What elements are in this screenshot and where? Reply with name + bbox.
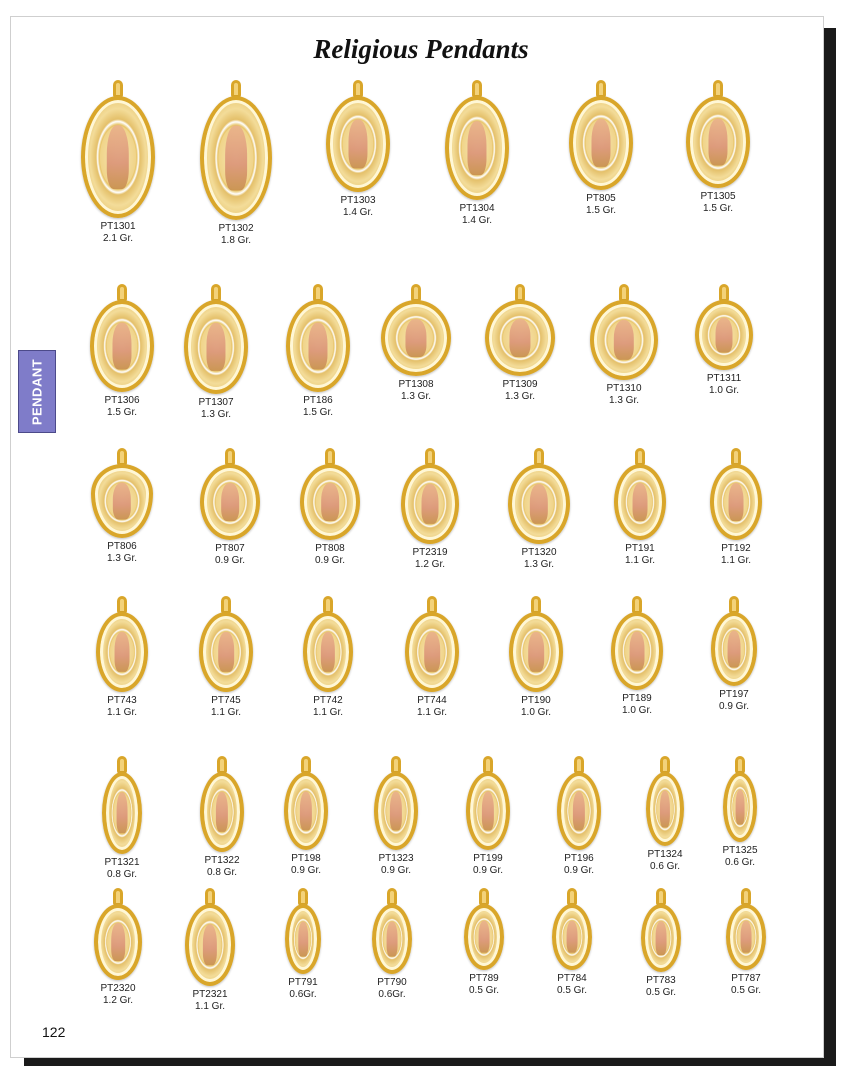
pendant-image (726, 888, 766, 970)
pendant-medal (508, 464, 570, 544)
pendant-weight: 1.3 Gr. (106, 553, 137, 564)
pendant-medal (81, 96, 155, 218)
pendant-figure (660, 791, 670, 828)
pendant-weight: 1.8 Gr. (220, 235, 251, 246)
pendant-figure (221, 483, 239, 521)
pendant-figure (111, 923, 125, 961)
pendant-figure (117, 792, 128, 833)
pendant-medal (445, 96, 509, 200)
pendant-medal (590, 300, 658, 380)
pendant-medal (710, 464, 762, 540)
pendant-image (300, 448, 360, 540)
pendant-figure (630, 631, 645, 670)
pendant-figure (203, 924, 217, 965)
pendant-weight: 0.9 Gr. (563, 865, 594, 876)
pendant-figure (424, 632, 440, 672)
pendant-medal (90, 300, 154, 392)
pendant-medal (646, 772, 684, 846)
pendant-image (285, 888, 321, 974)
pendant-code: PT189 (622, 693, 652, 704)
pendant-weight: 1.1 Gr. (210, 707, 241, 718)
pendant-image (508, 448, 570, 544)
pendant-image (374, 756, 418, 850)
pendant-item[interactable] (674, 284, 774, 397)
pendant-image (96, 596, 148, 692)
pendant-medal (372, 904, 412, 974)
pendant-item[interactable] (434, 888, 534, 997)
pendant-figure (708, 118, 727, 165)
pendant-image (184, 284, 248, 394)
pendant-figure (528, 632, 544, 672)
pendant-figure (482, 791, 494, 830)
pendant-medal (286, 300, 350, 392)
pendant-image (569, 80, 633, 190)
pendant-figure (567, 921, 578, 953)
pendant-weight: 1.1 Gr. (194, 1001, 225, 1012)
pendant-figure (741, 921, 752, 953)
pendant-code: PT186 (303, 395, 333, 406)
pendant-weight: 1.3 Gr. (400, 391, 431, 402)
pendant-item[interactable] (72, 596, 172, 719)
pendant-item[interactable] (166, 284, 266, 421)
pendant-code: PT191 (625, 543, 655, 554)
pendant-code: PT1308 (398, 379, 434, 390)
pendant-figure (113, 483, 131, 520)
pendant-image (200, 756, 244, 852)
pendant-medal (91, 464, 153, 538)
pendant-medal (405, 612, 459, 692)
pendant-code: PT190 (521, 695, 551, 706)
pendant-image (200, 80, 272, 220)
pendant-medal (686, 96, 750, 188)
pendant-medal (303, 612, 353, 692)
pendant-figure (573, 791, 585, 830)
pendant-code: PT808 (315, 543, 345, 554)
pendant-weight: 1.1 Gr. (416, 707, 447, 718)
pendant-image (303, 596, 353, 692)
pendant-figure (728, 631, 741, 668)
pendant-item[interactable] (72, 756, 172, 881)
pendant-item[interactable] (427, 80, 527, 227)
pendant-weight: 0.6Gr. (289, 989, 317, 1000)
pendant-weight: 0.5 Gr. (468, 985, 499, 996)
pendant-medal (300, 464, 360, 540)
pendant-item[interactable] (574, 284, 674, 407)
pendant-image (200, 448, 260, 540)
pendant-code: PT1304 (459, 203, 495, 214)
pendant-code: PT196 (564, 853, 594, 864)
pendant-image (91, 448, 153, 538)
pendant-code: PT787 (731, 973, 761, 984)
pendant-medal (695, 300, 753, 370)
pendant-item[interactable] (470, 284, 570, 403)
pendant-item[interactable] (366, 284, 466, 403)
pendant-medal (726, 904, 766, 970)
pendant-weight: 1.1 Gr. (720, 555, 751, 566)
pendant-image (94, 888, 142, 980)
pendant-image (445, 80, 509, 200)
pendant-weight: 1.1 Gr. (312, 707, 343, 718)
pendant-item[interactable] (180, 448, 280, 567)
page-title: Religious Pendants (313, 34, 529, 64)
pendant-item[interactable] (684, 596, 784, 713)
pendant-code: PT1322 (204, 855, 240, 866)
pendant-weight: 0.9 Gr. (314, 555, 345, 566)
pendant-code: PT745 (211, 695, 241, 706)
pendant-weight: 0.8 Gr. (206, 867, 237, 878)
pendant-medal (285, 904, 321, 974)
pendant-image (286, 284, 350, 392)
pendant-weight: 0.9 Gr. (380, 865, 411, 876)
pendant-item[interactable] (438, 756, 538, 877)
pendant-weight: 0.6 Gr. (649, 861, 680, 872)
pendant-figure (736, 790, 745, 825)
pendant-figure (405, 319, 426, 357)
pendant-code: PT1309 (502, 379, 538, 390)
pendant-item[interactable] (590, 448, 690, 567)
pendant-item[interactable] (696, 888, 796, 997)
pendant-item[interactable] (346, 756, 446, 877)
pendant-figure (216, 792, 228, 832)
pendant-figure (308, 322, 327, 369)
pendant-figure (300, 791, 312, 830)
pendant-figure (509, 319, 530, 357)
pendant-medal (641, 904, 681, 972)
pendant-code: PT784 (557, 973, 587, 984)
pendant-medal (200, 772, 244, 852)
pendant-code: PT1325 (722, 845, 758, 856)
pendant-medal (326, 96, 390, 192)
pendant-item[interactable] (186, 80, 286, 247)
pendant-image (485, 284, 555, 376)
pendant-code: PT1302 (218, 223, 254, 234)
pendant-item[interactable] (382, 596, 482, 719)
pendant-item[interactable] (489, 448, 589, 571)
pendant-figure (387, 922, 398, 957)
pendant-item[interactable] (668, 80, 768, 215)
pendant-image (90, 284, 154, 392)
pendant-code: PT791 (288, 977, 318, 988)
pendant-weight: 1.1 Gr. (106, 707, 137, 718)
pendant-code: PT1305 (700, 191, 736, 202)
pendant-item[interactable] (68, 80, 168, 245)
pendant-image (199, 596, 253, 692)
pendant-item[interactable] (268, 284, 368, 419)
pendant-medal (94, 904, 142, 980)
pendant-image (466, 756, 510, 850)
pendant-weight: 0.9 Gr. (472, 865, 503, 876)
pendant-image (695, 284, 753, 370)
pendant-item[interactable] (72, 448, 172, 565)
pendant-item[interactable] (587, 596, 687, 717)
pendant-weight: 1.0 Gr. (621, 705, 652, 716)
pendant-figure (716, 318, 733, 353)
pendant-code: PT1303 (340, 195, 376, 206)
pendant-medal (374, 772, 418, 850)
pendant-figure (206, 323, 225, 371)
pendant-item[interactable] (690, 756, 790, 869)
pendant-figure (467, 121, 486, 175)
pendant-medal (552, 904, 592, 970)
pendant-code: PT198 (291, 853, 321, 864)
pendant-medal (723, 772, 757, 842)
pendant-weight: 1.0 Gr. (708, 385, 739, 396)
pendant-medal (184, 300, 248, 394)
pendant-figure (218, 632, 234, 672)
pendant-image (102, 756, 142, 854)
pendant-weight: 0.5 Gr. (645, 987, 676, 998)
pendant-code: PT1323 (378, 853, 414, 864)
pendant-figure (321, 632, 335, 672)
pendant-image (464, 888, 504, 970)
pendant-code: PT1307 (198, 397, 234, 408)
pendant-code: PT805 (586, 193, 616, 204)
pendant-weight: 1.3 Gr. (523, 559, 554, 570)
pendant-image (552, 888, 592, 970)
pendant-weight: 0.6Gr. (378, 989, 406, 1000)
pendant-image (284, 756, 328, 850)
pendant-item[interactable] (308, 80, 408, 219)
pendant-code: PT2320 (100, 983, 136, 994)
pendant-item[interactable] (280, 448, 380, 567)
pendant-weight: 1.1 Gr. (624, 555, 655, 566)
pendant-figure (390, 791, 402, 830)
pendant-medal (401, 464, 459, 544)
pendant-weight: 1.4 Gr. (342, 207, 373, 218)
pendant-code: PT1321 (104, 857, 140, 868)
pendant-weight: 1.5 Gr. (702, 203, 733, 214)
pendant-medal (485, 300, 555, 376)
pendant-weight: 0.5 Gr. (730, 985, 761, 996)
pendant-image (81, 80, 155, 218)
pendant-weight: 1.5 Gr. (302, 407, 333, 418)
pendant-weight: 1.5 Gr. (106, 407, 137, 418)
pendant-weight: 0.9 Gr. (214, 555, 245, 566)
pendant-item[interactable] (380, 448, 480, 571)
pendant-item[interactable] (551, 80, 651, 217)
pendant-code: PT807 (215, 543, 245, 554)
pendant-medal (464, 904, 504, 970)
pendant-medal (466, 772, 510, 850)
pendant-figure (321, 483, 339, 521)
pendant-figure (591, 119, 610, 167)
pendant-image (641, 888, 681, 972)
pendant-image (405, 596, 459, 692)
pendant-code: PT1311 (706, 373, 742, 384)
pendant-image (557, 756, 601, 850)
pendant-figure (530, 484, 548, 524)
pendant-weight: 0.9 Gr. (290, 865, 321, 876)
pendant-weight: 1.5 Gr. (585, 205, 616, 216)
pendant-code: PT744 (417, 695, 447, 706)
pendant-medal (711, 612, 757, 686)
pendant-item[interactable] (686, 448, 786, 567)
pendant-item[interactable] (72, 284, 172, 419)
pendant-weight: 1.3 Gr. (504, 391, 535, 402)
pendant-code: PT1320 (521, 547, 557, 558)
pendant-code: PT806 (107, 541, 137, 552)
pendant-code: PT2319 (412, 547, 448, 558)
pendant-code: PT743 (107, 695, 137, 706)
pendant-medal (569, 96, 633, 190)
pendant-weight: 1.2 Gr. (414, 559, 445, 570)
pendant-medal (200, 96, 272, 220)
pendant-figure (298, 922, 308, 957)
pendant-image (611, 596, 663, 690)
pendant-image (710, 448, 762, 540)
pendant-image (381, 284, 451, 376)
pendant-weight: 1.2 Gr. (102, 995, 133, 1006)
pendant-figure (225, 126, 247, 191)
pendant-figure (115, 632, 130, 672)
pendant-figure (656, 921, 667, 955)
pendant-image (401, 448, 459, 544)
pendant-item[interactable] (278, 596, 378, 719)
pendant-code: PT783 (646, 975, 676, 986)
pendant-medal (96, 612, 148, 692)
pendant-code: PT789 (469, 973, 499, 984)
pendant-image (711, 596, 757, 686)
pendant-code: PT197 (719, 689, 749, 700)
pendant-weight: 0.5 Gr. (556, 985, 587, 996)
pendant-weight: 1.3 Gr. (200, 409, 231, 420)
pendant-item[interactable] (256, 756, 356, 877)
pendant-code: PT1301 (100, 221, 136, 232)
pendant-weight: 1.4 Gr. (461, 215, 492, 226)
pendant-figure (107, 125, 129, 189)
pendant-figure (112, 322, 131, 369)
pendant-medal (199, 612, 253, 692)
section-tab[interactable] (18, 350, 56, 433)
pendant-item[interactable] (522, 888, 622, 997)
pendant-image (590, 284, 658, 380)
pendant-image (646, 756, 684, 846)
pendant-code: PT1324 (647, 849, 683, 860)
pendant-medal (381, 300, 451, 376)
pendant-image (185, 888, 235, 986)
pendant-image (326, 80, 390, 192)
pendant-code: PT192 (721, 543, 751, 554)
pendant-item[interactable] (68, 888, 168, 1007)
pendant-code: PT1306 (104, 395, 140, 406)
pendant-code: PT742 (313, 695, 343, 706)
pendant-medal (200, 464, 260, 540)
pendant-figure (422, 484, 439, 524)
pendant-weight: 0.9 Gr. (718, 701, 749, 712)
pendant-item[interactable] (160, 888, 260, 1013)
pendant-image (509, 596, 563, 692)
pendant-medal (557, 772, 601, 850)
pendant-medal (611, 612, 663, 690)
section-tab-label: PENDANT (29, 358, 45, 425)
pendant-figure (479, 921, 490, 953)
pendant-medal (185, 904, 235, 986)
pendant-image (686, 80, 750, 188)
pendant-figure (633, 483, 648, 521)
pendant-figure (729, 483, 744, 521)
pendant-image (372, 888, 412, 974)
pendant-item[interactable] (486, 596, 586, 719)
pendant-figure (348, 119, 367, 168)
pendant-medal (614, 464, 666, 540)
pendant-medal (284, 772, 328, 850)
pendant-code: PT1310 (606, 383, 642, 394)
page-number: 122 (42, 1024, 66, 1040)
pendant-weight: 1.3 Gr. (608, 395, 639, 406)
pendant-item[interactable] (176, 596, 276, 719)
pendant-figure (614, 320, 634, 360)
pendant-code: PT790 (377, 977, 407, 988)
pendant-image (723, 756, 757, 842)
pendant-weight: 1.0 Gr. (520, 707, 551, 718)
pendant-weight: 0.8 Gr. (106, 869, 137, 880)
pendant-medal (102, 772, 142, 854)
pendant-item[interactable] (342, 888, 442, 1001)
pendant-weight: 2.1 Gr. (102, 233, 133, 244)
pendant-code: PT199 (473, 853, 503, 864)
pendant-code: PT2321 (192, 989, 228, 1000)
pendant-weight: 0.6 Gr. (724, 857, 755, 868)
pendant-image (614, 448, 666, 540)
pendant-item[interactable] (253, 888, 353, 1001)
pendant-item[interactable] (529, 756, 629, 877)
pendant-medal (509, 612, 563, 692)
